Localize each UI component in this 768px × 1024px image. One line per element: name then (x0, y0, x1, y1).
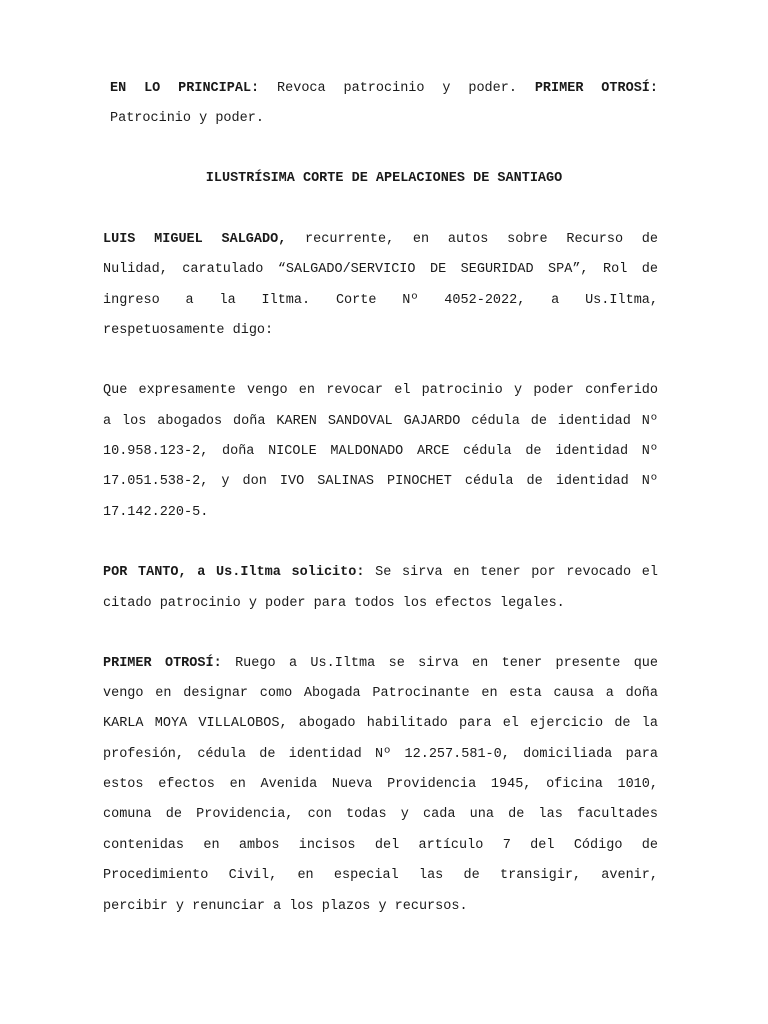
body1-line-2: a los abogados doña KAREN SANDOVAL GAJARDO cédula de identidad Nº (103, 414, 658, 429)
en-lo-principal-label: EN LO PRINCIPAL: (110, 81, 260, 96)
sumilla-line-1 (110, 81, 658, 97)
petitioner-name: LUIS MIGUEL SALGADO, (103, 232, 287, 247)
otrosi-line-9: percibir y renunciar a los plazos y recursos. (103, 899, 468, 914)
intro-line-1-text: recurrente, en autos sobre Recurso de (286, 232, 658, 247)
otrosi-line-1-text: Ruego a Us.Iltma se sirva en tener presente que (221, 656, 658, 671)
otrosi-line-3: KARLA MOYA VILLALOBOS, abogado habilitado para el ejercicio de la (103, 716, 658, 731)
otrosi-line-2: vengo en designar como Abogada Patrocinante en esta causa a doña (103, 686, 658, 701)
body1-line-3: 10.958.123-2, doña NICOLE MALDONADO ARCE cédula de identidad Nº (103, 444, 658, 459)
primer-otrosi-label: PRIMER OTROSÍ: (534, 81, 658, 96)
otrosi-label: PRIMER OTROSÍ: (103, 656, 222, 671)
otrosi-line-6: comuna de Providencia, con todas y cada una de las facultades (103, 807, 658, 822)
body1-line-1: Que expresamente vengo en revocar el patrocinio y poder conferido (103, 383, 658, 398)
intro-line-3: ingreso a la Iltma. Corte Nº 4052-2022, a Us.Iltma, (103, 293, 658, 308)
sumilla-principal-text: Revoca patrocinio y poder. (259, 81, 535, 96)
otrosi-line-5: estos efectos en Avenida Nueva Providencia 1945, oficina 1010, (103, 777, 658, 792)
body1-line-5: 17.142.220-5. (103, 505, 209, 520)
sumilla-line-2: Patrocinio y poder. (110, 111, 264, 126)
court-heading: ILUSTRÍSIMA CORTE DE APELACIONES DE SANTIAGO (205, 171, 563, 186)
body1-line-4: 17.051.538-2, y don IVO SALINAS PINOCHET cédula de identidad Nº (103, 474, 658, 489)
por-tanto-line-1-text: Se sirva en tener por revocado el (364, 565, 658, 580)
otrosi-line-1 (103, 656, 658, 672)
intro-line-1 (103, 232, 658, 248)
intro-line-2: Nulidad, caratulado “SALGADO/SERVICIO DE SEGURIDAD SPA”, Rol de (103, 262, 658, 277)
por-tanto-label: POR TANTO, a Us.Iltma solicito: (103, 565, 365, 580)
intro-line-4: respetuosamente digo: (103, 323, 274, 338)
otrosi-line-7: contenidas en ambos incisos del artículo 7 del Código de (103, 838, 658, 853)
otrosi-line-8: Procedimiento Civil, en especial las de transigir, avenir, (103, 868, 658, 883)
por-tanto-line-2: citado patrocinio y poder para todos los efectos legales. (103, 596, 565, 611)
otrosi-line-4: profesión, cédula de identidad Nº 12.257.581-0, domiciliada para (103, 747, 658, 762)
por-tanto-line-1 (103, 565, 658, 581)
